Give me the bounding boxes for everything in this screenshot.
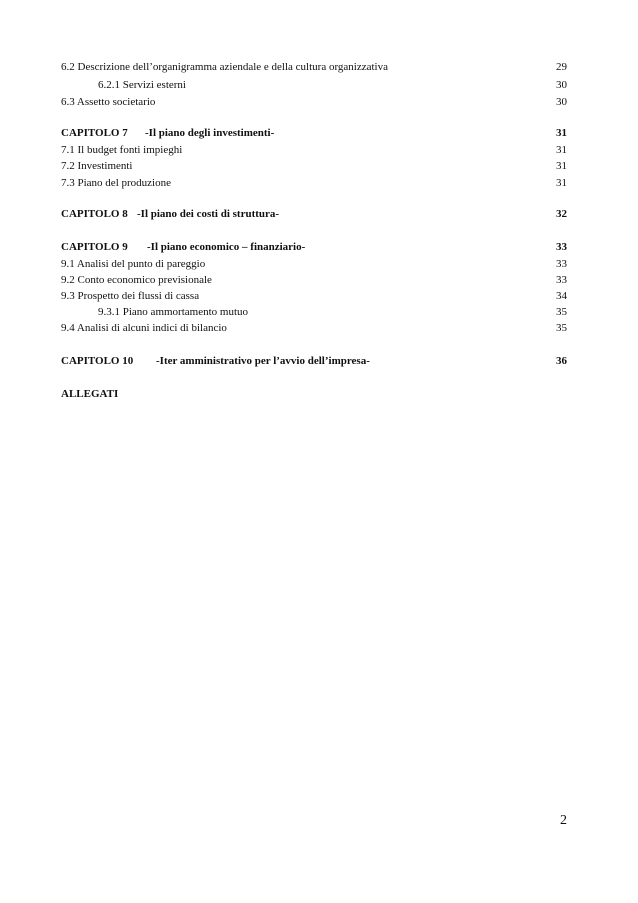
page-number: 2 — [560, 813, 567, 828]
toc-page-number: 31 — [556, 160, 567, 172]
toc-entry-label: 9.2 Conto economico previsionale — [61, 274, 212, 286]
toc-chapter-10 — [61, 353, 567, 369]
toc-chapter-8 — [61, 206, 567, 222]
toc-entry-label: 7.3 Piano del produzione — [61, 177, 171, 189]
toc-page-number: 33 — [556, 274, 567, 286]
toc-entry-label: 9.1 Analisi del punto di pareggio — [61, 258, 206, 270]
toc-allegati — [61, 386, 567, 402]
toc-page-number: 30 — [556, 96, 567, 108]
toc-page-number: 30 — [556, 79, 567, 91]
chapter-title: -Iter amministrativo per l’avvio dell’impresa- — [156, 355, 370, 367]
toc-page-number: 35 — [556, 322, 567, 334]
toc-page-number: 32 — [556, 208, 567, 220]
toc-entry-9-3-1 — [61, 304, 567, 320]
toc-page-number: 33 — [556, 258, 567, 270]
toc-entry-9-4 — [61, 320, 567, 336]
toc-entry-6-3 — [61, 94, 567, 110]
toc-page-number: 34 — [556, 290, 567, 302]
toc-page-number: 29 — [556, 61, 567, 73]
toc-page-number: 31 — [556, 144, 567, 156]
toc-entry-7-1 — [61, 142, 567, 158]
toc-entry-9-2 — [61, 272, 567, 288]
chapter-number: CAPITOLO 10 — [61, 355, 134, 367]
toc-entry-6-2-1 — [61, 77, 567, 93]
toc-entry-9-3 — [61, 288, 567, 304]
toc-chapter-7 — [61, 125, 567, 141]
toc-entry-7-3 — [61, 175, 567, 191]
toc-page-number: 35 — [556, 306, 567, 318]
toc-entry-label: 6.3 Assetto societario — [61, 96, 156, 108]
toc-entry-6-2 — [61, 59, 567, 75]
chapter-title: -Il piano economico – finanziario- — [147, 241, 306, 253]
chapter-number: CAPITOLO 7 — [61, 127, 128, 139]
toc-entry-label: 9.4 Analisi di alcuni indici di bilancio — [61, 322, 227, 334]
toc-entry-label: 7.1 Il budget fonti impieghi — [61, 144, 183, 156]
chapter-title: -Il piano degli investimenti- — [145, 127, 275, 139]
toc-entry-label: 7.2 Investimenti — [61, 160, 133, 172]
toc-entry-label: 9.3 Prospetto dei flussi di cassa — [61, 290, 200, 302]
toc-page-number: 36 — [556, 355, 567, 367]
allegati-heading: ALLEGATI — [61, 388, 119, 400]
toc-entry-label: 9.3.1 Piano ammortamento mutuo — [98, 306, 249, 318]
chapter-number: CAPITOLO 9 — [61, 241, 128, 253]
toc-page-number: 31 — [556, 177, 567, 189]
toc-entry-label: 6.2 Descrizione dell’organigramma aziendale e della cultura organizzativa — [61, 61, 388, 73]
toc-page-number: 31 — [556, 127, 567, 139]
toc-page-number: 33 — [556, 241, 567, 253]
toc-entry-9-1 — [61, 256, 567, 272]
toc-entry-7-2 — [61, 158, 567, 174]
chapter-number: CAPITOLO 8 — [61, 208, 128, 220]
chapter-title: -Il piano dei costi di struttura- — [137, 208, 280, 220]
toc-chapter-9 — [61, 239, 567, 255]
toc-entry-label: 6.2.1 Servizi esterni — [98, 79, 186, 91]
